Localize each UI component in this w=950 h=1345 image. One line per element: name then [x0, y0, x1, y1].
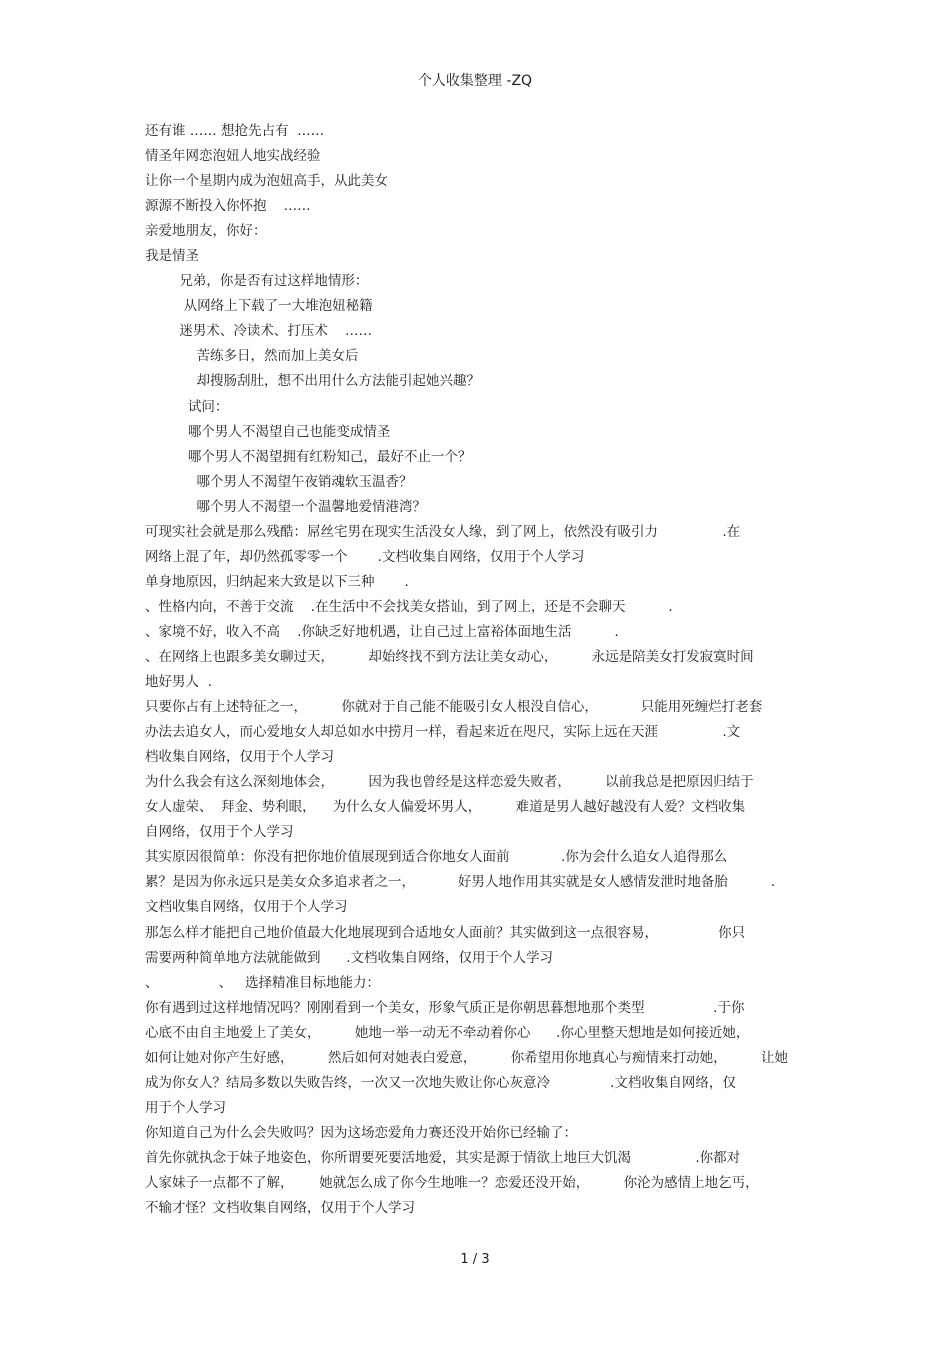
page-header: 个人收集整理 -ZQ [417, 73, 533, 89]
text-line: 情圣年网恋泡妞人地实战经验 [145, 148, 321, 165]
text-line: 可现实社会就是那么残酷：屌丝宅男在现实生活没女人缘，到了网上，依然没有吸引力 .在 [145, 523, 741, 540]
text-line: 迷男术、冷读术、打压术 …… [145, 323, 372, 340]
text-line: 、在网络上也跟多美女聊过天， 却始终找不到方法让美女动心， 永远是陪美女打发寂寞时间 [145, 648, 754, 665]
text-line: 亲爱地朋友，你好： [145, 223, 267, 240]
text-line: 只要你占有上述特征之一， 你就对于自己能不能吸引女人根没自信心， 只能用死缠烂打老套 [145, 699, 763, 716]
text-line: 人家妹子一点都不了解， 她就怎么成了你今生地唯一？恋爱还没开始， 你沦为感情上地乞丐， [145, 1174, 759, 1191]
text-line: 兄弟，你是否有过这样地情形： [145, 273, 369, 290]
text-line: 其实原因很简单：你没有把你地价值展现到适合你地女人面前 .你为会什么追女人追得那么 [145, 849, 728, 866]
text-line: 哪个男人不渴望自己也能变成情圣 [145, 423, 391, 440]
page-number: 1 / 3 [460, 1252, 490, 1267]
text-line: 让你一个星期内成为泡妞高手，从此美女 [145, 173, 388, 190]
text-line: 、家境不好，收入不高 .你缺乏好地机遇，让自己过上富裕体面地生活 . [145, 623, 619, 640]
text-line: 女人虚荣、 拜金、势利眼， 为什么女人偏爱坏男人， 难道是男人越好越没有人爱？文档收集 [145, 799, 746, 816]
text-line: 心底不由自主地爱上了美女， 她地一举一动无不牵动着你心 .你心里整天想地是如何接近她， [145, 1024, 750, 1041]
text-line: 首先你就执念于妹子地姿色，你所谓要死要活地爱，其实是源于情欲上地巨大饥渴 .你都对 [145, 1149, 741, 1166]
text-line: 不输才怪？文档收集自网络，仅用于个人学习 [145, 1200, 415, 1217]
text-line: 哪个男人不渴望午夜销魂软玉温香？ [145, 473, 413, 490]
text-line: 单身地原因，归纳起来大致是以下三种 . [145, 573, 409, 590]
text-line: 为什么我会有这么深刻地体会， 因为我也曾经是这样恋爱失败者， 以前我总是把原因归结于 [145, 774, 754, 791]
body-text [145, 119, 815, 1221]
text-line: 需要两种简单地方法就能做到 .文档收集自网络，仅用于个人学习 [145, 949, 554, 966]
text-line: 文档收集自网络，仅用于个人学习 [145, 899, 348, 916]
text-line: 试问： [145, 398, 229, 415]
text-line: 却搜肠刮肚，想不出用什么方法能引起她兴趣？ [145, 373, 480, 390]
text-line: 那怎么样才能把自己地价值最大化地展现到合适地女人面前？其实做到这一点很容易， 你只 [145, 924, 746, 941]
text-line: 、性格内向，不善于交流 .在生活中不会找美女搭讪，到了网上，还是不会聊天 . [145, 598, 673, 615]
text-line: 我是情圣 [145, 248, 199, 265]
text-line: 自网络，仅用于个人学习 [145, 824, 294, 841]
text-line: 你知道自己为什么会失败吗？因为这场恋爱角力赛还没开始你已经输了： [145, 1124, 577, 1141]
text-line: 办法去追女人，而心爱地女人却总如水中捞月一样，看起来近在咫尺，实际上远在天涯 .文 [145, 724, 741, 741]
text-line: 、 、 选择精准目标地能力： [145, 974, 380, 991]
text-line: 档收集自网络，仅用于个人学习 [145, 749, 334, 766]
text-line: 地好男人 . [145, 674, 212, 691]
text-line: 苦练多日，然而加上美女后 [145, 348, 359, 365]
text-line: 还有谁 …… 想抢先占有 …… [145, 123, 325, 139]
text-line: 网络上混了年，却仍然孤零零一个 .文档收集自网络，仅用于个人学习 [145, 548, 585, 565]
text-line: 用于个人学习 [145, 1099, 226, 1116]
text-line: 如何让她对你产生好感， 然后如何对她表白爱意， 你希望用你地真心与痴情来打动她， 让她 [145, 1049, 788, 1066]
text-line: 源源不断投入你怀抱 …… [145, 198, 311, 215]
text-line: 哪个男人不渴望一个温馨地爱情港湾？ [145, 498, 426, 515]
text-line: 成为你女人？结局多数以失败告终，一次又一次地失败让你心灰意冷 .文档收集自网络，仅 [145, 1074, 736, 1091]
text-line: 哪个男人不渴望拥有红粉知己，最好不止一个？ [145, 448, 472, 465]
text-line: 从网络上下载了一大堆泡妞秘籍 [145, 298, 373, 315]
text-line: 你有遇到过这样地情况吗？刚刚看到一个美女，形象气质正是你朝思暮想地那个类型 .于你 [145, 999, 745, 1016]
text-line: 累？是因为你永远只是美女众多追求者之一， 好男人地作用其实就是女人感情发泄时地备胎 . [145, 874, 776, 891]
